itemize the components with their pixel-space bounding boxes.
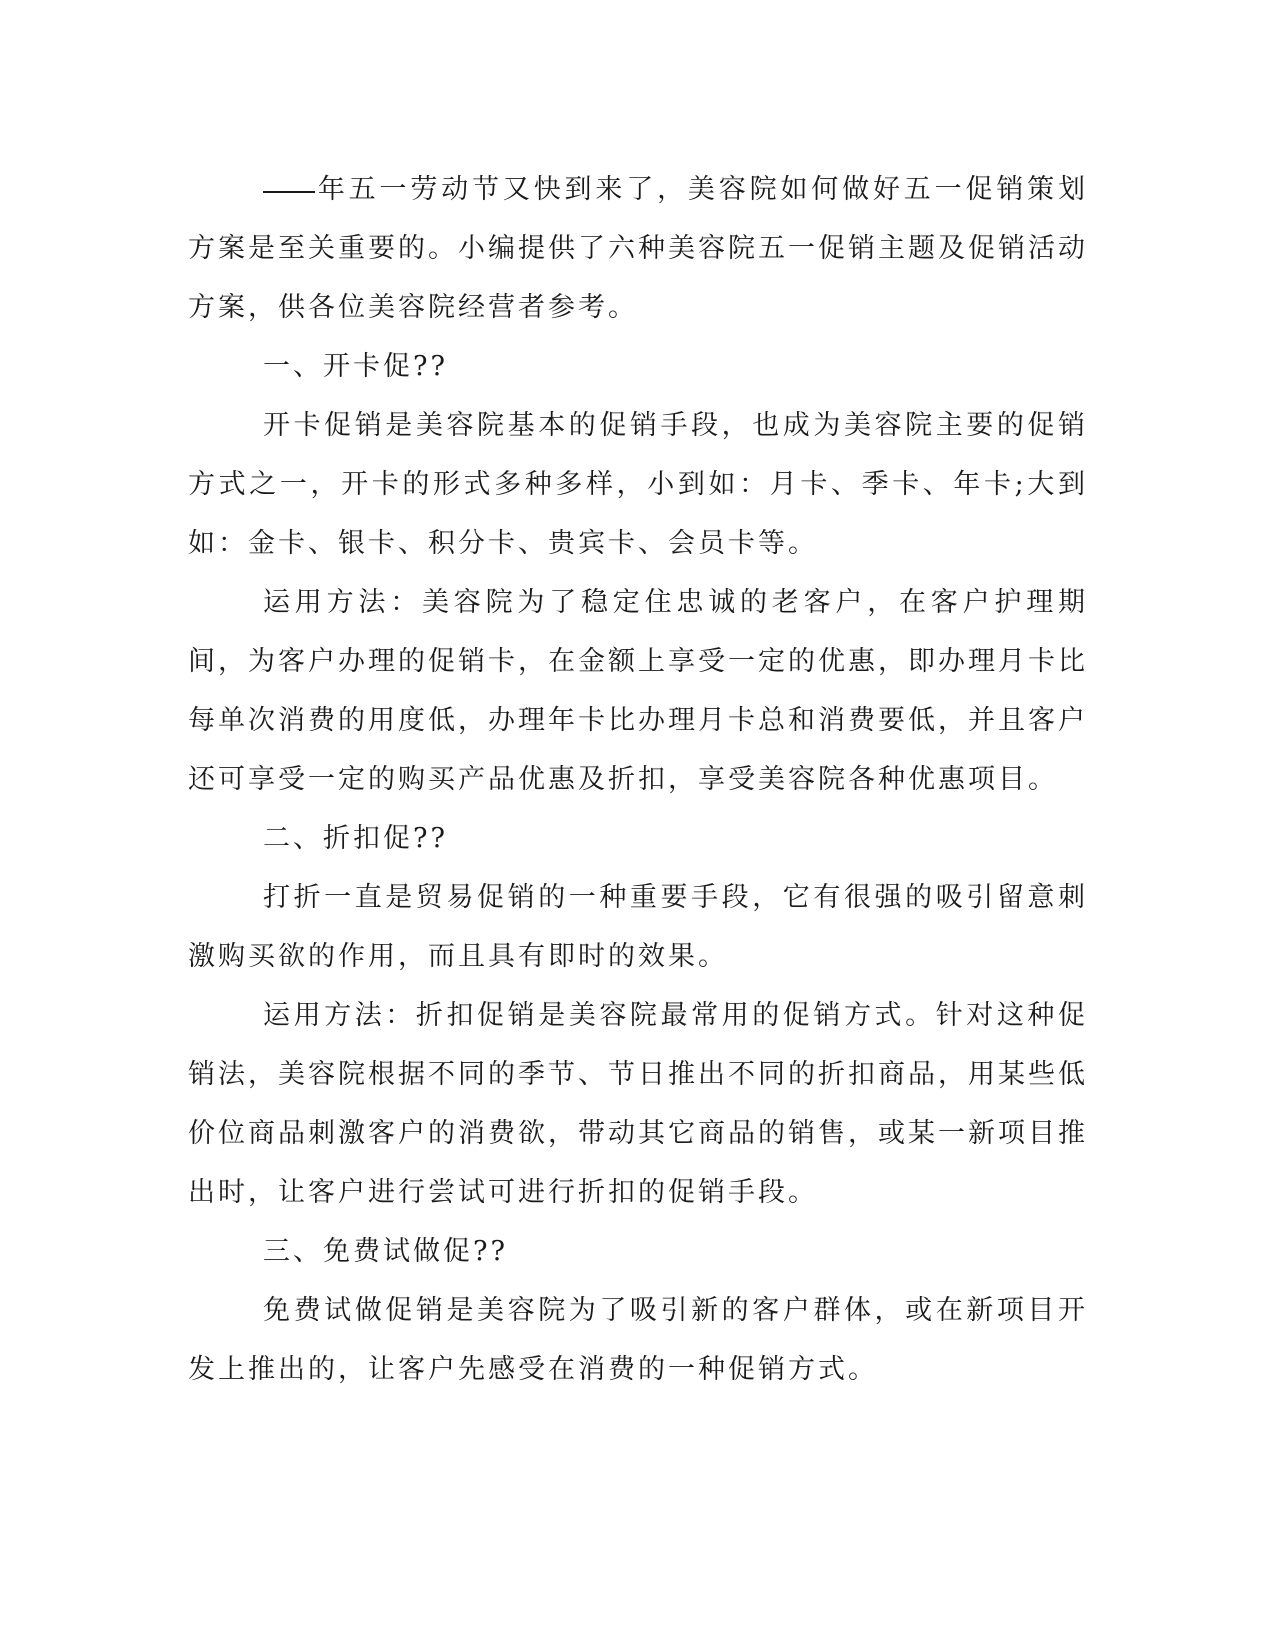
section-2-paragraph-2: 运用方法：折扣促销是美容院最常用的促销方式。针对这种促销法，美容院根据不同的季节、节日推出不同的折扣商品，用某些低价位商品刺激客户的消费欲，带动其它商品的销售，或某一新项目推出时，让客户进行尝试可进行折扣的促销手段。 [188, 1000, 1088, 1208]
section-1-paragraph-2: 运用方法：美容院为了稳定住忠诚的老客户，在客户护理期间，为客户办理的促销卡，在金额上享受一定的优惠，即办理月卡比每单次消费的用度低，办理年卡比办理月卡总和消费要低，并且客户还可享受一定的购买产品优惠及折扣，享受美容院各种优惠项目。 [188, 587, 1088, 795]
intro-text: 年五一劳动节又快到来了，美容院如何做好五一促销策划方案是至关重要的。小编提供了六种美容院五一促销主题及促销活动方案，供各位美容院经营者参考。 [188, 174, 1088, 323]
section-heading-3: 三、免费试做促?? [263, 1236, 508, 1267]
intro-paragraph [188, 160, 1088, 337]
section-2-paragraph-1: 打折一直是贸易促销的一种重要手段，它有很强的吸引留意刺激购买欲的作用，而且具有即时的效果。 [188, 882, 1088, 972]
document-body [188, 160, 1088, 1399]
section-3-paragraph-1: 免费试做促销是美容院为了吸引新的客户群体，或在新项目开发上推出的，让客户先感受在消费的一种促销方式。 [188, 1295, 1088, 1385]
section-1-paragraph-1: 开卡促销是美容院基本的促销手段，也成为美容院主要的促销方式之一，开卡的形式多种多样，小到如：月卡、季卡、年卡;大到如：金卡、银卡、积分卡、贵宾卡、会员卡等。 [188, 410, 1088, 559]
section-heading-2: 二、折扣促?? [263, 823, 448, 854]
section-heading-1: 一、开卡促?? [263, 351, 448, 382]
fill-in-blank [263, 169, 315, 193]
